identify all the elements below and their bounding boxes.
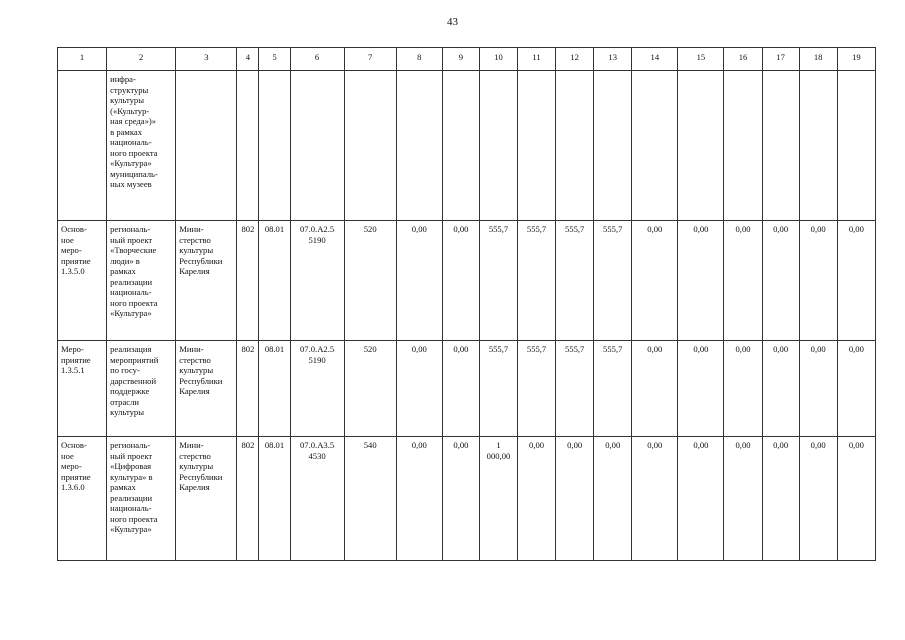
table-cell: 0,00 — [678, 341, 724, 437]
table-cell: 0,00 — [678, 437, 724, 561]
column-header: 15 — [678, 48, 724, 71]
table-cell — [518, 71, 556, 221]
table-cell: 0,00 — [837, 341, 875, 437]
table-row — [58, 341, 876, 437]
table-row — [58, 221, 876, 341]
table-cell — [724, 71, 762, 221]
table-cell: 0,00 — [442, 437, 479, 561]
table-cell: 0,00 — [396, 221, 442, 341]
table-cell: 0,00 — [837, 221, 875, 341]
table-cell: 555,7 — [594, 341, 632, 437]
table-cell: Основ- ное меро- приятие 1.3.6.0 — [58, 437, 107, 561]
table-cell: 0,00 — [396, 341, 442, 437]
column-header: 16 — [724, 48, 762, 71]
table-cell: 0,00 — [556, 437, 594, 561]
table-cell — [237, 71, 259, 221]
table-cell: реализация мероприятий по госу- дарственной поддержке отрасли культуры — [107, 341, 176, 437]
table-cell — [799, 71, 837, 221]
table-cell: 555,7 — [594, 221, 632, 341]
column-header: 5 — [259, 48, 290, 71]
table-cell — [344, 71, 396, 221]
table-cell: 555,7 — [479, 341, 517, 437]
table-cell: инфра- структуры культуры («Культур- ная среда»)» в рамках националь- ного проекта «Культура» муниципаль- ных музеев — [107, 71, 176, 221]
table-cell: 540 — [344, 437, 396, 561]
table-cell: 0,00 — [799, 221, 837, 341]
table-cell: 0,00 — [762, 437, 799, 561]
table-cell: Основ- ное меро- приятие 1.3.5.0 — [58, 221, 107, 341]
table-cell: 802 — [237, 341, 259, 437]
column-header: 18 — [799, 48, 837, 71]
table-cell: 0,00 — [594, 437, 632, 561]
table-cell: Мини- стерство культуры Республики Карелия — [176, 437, 237, 561]
column-header: 7 — [344, 48, 396, 71]
column-header: 17 — [762, 48, 799, 71]
page-number: 43 — [447, 16, 458, 28]
table-cell: 555,7 — [479, 221, 517, 341]
table-cell — [556, 71, 594, 221]
table-cell: 555,7 — [518, 341, 556, 437]
table-cell: 0,00 — [442, 341, 479, 437]
table-cell: 0,00 — [396, 437, 442, 561]
table-cell — [762, 71, 799, 221]
table-cell — [290, 71, 344, 221]
table-cell: 07.0.А2.5 5190 — [290, 341, 344, 437]
table-cell: 555,7 — [556, 341, 594, 437]
table-cell: 0,00 — [724, 341, 762, 437]
table-row — [58, 437, 876, 561]
table-cell — [632, 71, 678, 221]
table-cell: 0,00 — [724, 437, 762, 561]
table-cell: 0,00 — [632, 437, 678, 561]
column-header: 4 — [237, 48, 259, 71]
table-cell: 520 — [344, 221, 396, 341]
table-cell: 08.01 — [259, 221, 290, 341]
table-cell: 0,00 — [632, 341, 678, 437]
table-cell — [58, 71, 107, 221]
table-cell: 1 000,00 — [479, 437, 517, 561]
table-cell: 802 — [237, 221, 259, 341]
column-header: 13 — [594, 48, 632, 71]
table-cell: 08.01 — [259, 437, 290, 561]
table-cell: 0,00 — [799, 437, 837, 561]
column-header: 14 — [632, 48, 678, 71]
table-cell: 07.0.А3.5 4530 — [290, 437, 344, 561]
column-header: 6 — [290, 48, 344, 71]
table-cell: 0,00 — [724, 221, 762, 341]
table-cell: 0,00 — [632, 221, 678, 341]
budget-table — [57, 47, 876, 561]
table-cell: региональ- ный проект «Творческие люди» в рамках реализации националь- ного проекта «Культура» — [107, 221, 176, 341]
table-cell: 0,00 — [678, 221, 724, 341]
table-cell — [176, 71, 237, 221]
column-header: 8 — [396, 48, 442, 71]
column-header: 19 — [837, 48, 875, 71]
table-cell: 555,7 — [518, 221, 556, 341]
table-cell: 802 — [237, 437, 259, 561]
table-row — [58, 71, 876, 221]
table-cell: 0,00 — [799, 341, 837, 437]
column-header: 10 — [479, 48, 517, 71]
table-cell: 520 — [344, 341, 396, 437]
table-cell: Меро- приятие 1.3.5.1 — [58, 341, 107, 437]
table-cell: 07.0.А2.5 5190 — [290, 221, 344, 341]
table-cell: 0,00 — [518, 437, 556, 561]
table-cell: 0,00 — [837, 437, 875, 561]
column-header: 9 — [442, 48, 479, 71]
table-cell: Мини- стерство культуры Республики Карелия — [176, 221, 237, 341]
table-cell: региональ- ный проект «Цифровая культура» в рамках реализации националь- ного проекта «Культура» — [107, 437, 176, 561]
table-cell — [396, 71, 442, 221]
column-header: 11 — [518, 48, 556, 71]
table-cell — [259, 71, 290, 221]
column-header: 2 — [107, 48, 176, 71]
table-cell — [837, 71, 875, 221]
column-header: 12 — [556, 48, 594, 71]
table-cell: 0,00 — [442, 221, 479, 341]
table-cell — [594, 71, 632, 221]
table-cell: 08.01 — [259, 341, 290, 437]
table-cell: 0,00 — [762, 221, 799, 341]
table-cell — [479, 71, 517, 221]
table-cell: 555,7 — [556, 221, 594, 341]
header-row — [58, 48, 876, 71]
table-cell — [442, 71, 479, 221]
table-cell: Мини- стерство культуры Республики Карелия — [176, 341, 237, 437]
table-cell — [678, 71, 724, 221]
column-header: 3 — [176, 48, 237, 71]
column-header: 1 — [58, 48, 107, 71]
table-cell: 0,00 — [762, 341, 799, 437]
